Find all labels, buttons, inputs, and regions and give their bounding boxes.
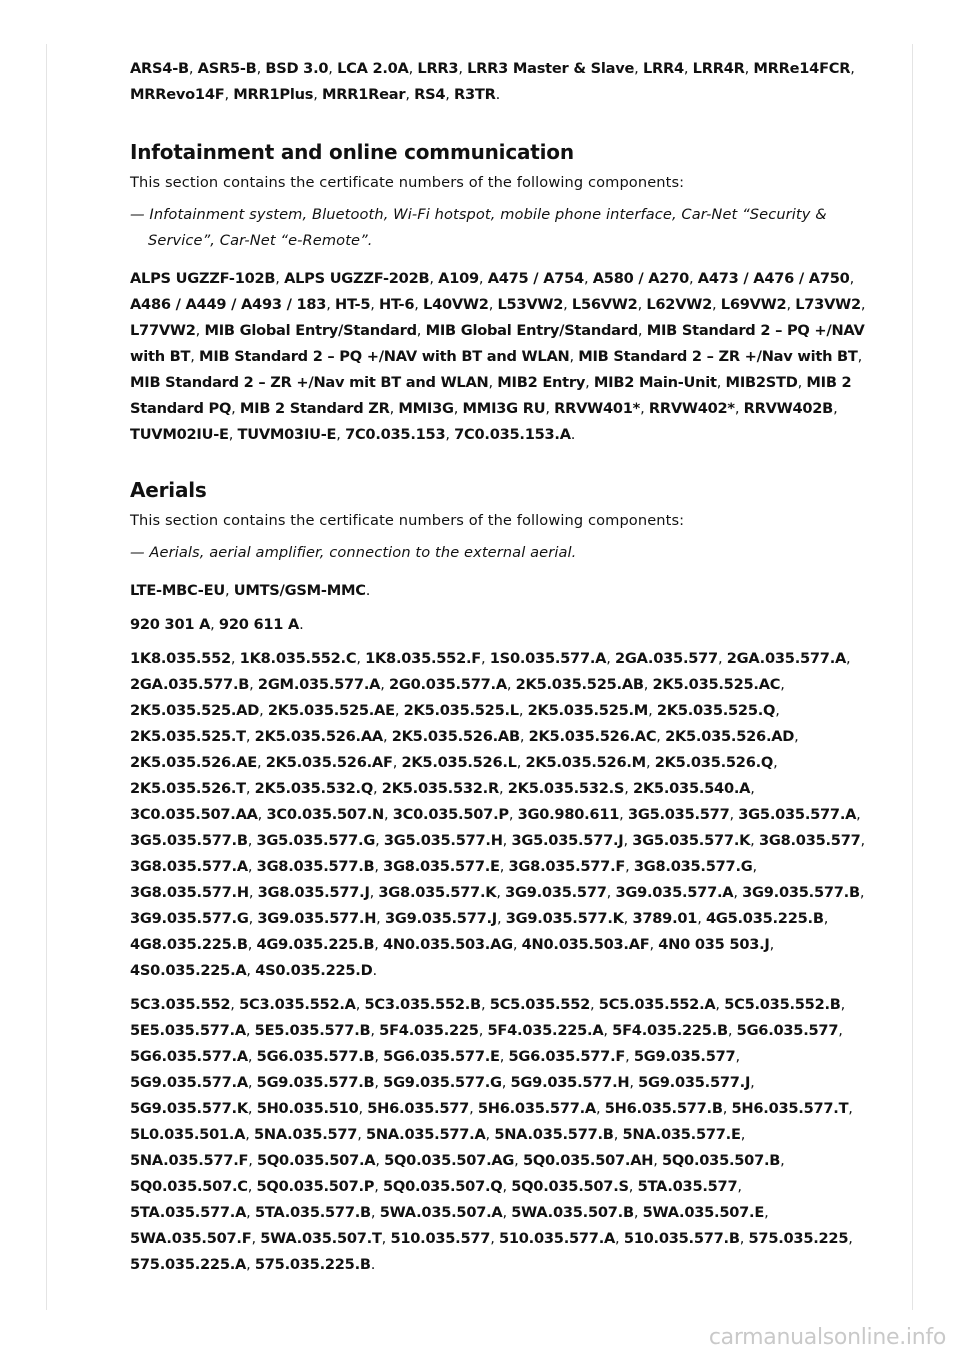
certificate-number: 5WA.035.507.B <box>511 1204 634 1221</box>
certificate-number: MMI3G RU <box>462 400 546 417</box>
certificate-number: MIB Standard 2 – PQ +/NAV with BT <box>130 322 865 365</box>
certificate-number: 3789.01 <box>632 910 698 927</box>
certificate-number: 5E5.035.577.A <box>130 1022 246 1039</box>
certificate-number: 5C3.035.552 <box>130 996 231 1013</box>
certificate-number: L62VW2 <box>646 296 712 313</box>
certificate-number: L69VW2 <box>720 296 787 313</box>
certificate-number: 4S0.035.225.D <box>255 962 373 979</box>
certificate-number: 575.035.225 <box>748 1230 849 1247</box>
certificate-number: TUVM03IU-E <box>237 426 337 443</box>
certificate-number: 5TA.035.577.B <box>254 1204 371 1221</box>
certificate-number: 5H6.035.577.A <box>477 1100 596 1117</box>
certificate-number: 5Q0.035.507.S <box>511 1178 629 1195</box>
certificate-number: ASR5-B <box>197 60 257 77</box>
certificate-number: 5G9.035.577.K <box>130 1100 248 1117</box>
top-component-list: ARS4-B, ASR5-B, BSD 3.0, LCA 2.0A, LRR3, LRR3 Master & Slave, LRR4, LRR4R, MRRe14FCR, MRRevo14F, MRR1Plus, MRR1Rear, RS4, R3TR. <box>130 60 855 103</box>
certificate-number: UMTS/GSM-MMC <box>233 582 366 599</box>
certificate-number: 2K5.035.526.AE <box>130 754 257 771</box>
certificate-number: LRR4R <box>692 60 745 77</box>
certificate-number: 3G8.035.577.J <box>257 884 370 901</box>
certificate-number: MRR1Rear <box>321 86 406 103</box>
certificate-number: A109 <box>438 270 479 287</box>
certificate-number: 5TA.035.577 <box>637 1178 738 1195</box>
left-margin-rule <box>46 44 47 1310</box>
certificate-number: 5TA.035.577.A <box>130 1204 247 1221</box>
section-infotainment <box>130 140 866 448</box>
certificate-number: A475 / A754 <box>487 270 584 287</box>
watermark: carmanualsonline.info <box>708 1325 946 1350</box>
certificate-number: 5Q0.035.507.C <box>130 1178 248 1195</box>
certificate-number: LCA 2.0A <box>337 60 409 77</box>
certificate-number: 2K5.035.526.AC <box>528 728 657 745</box>
certificate-number: 3G5.035.577.H <box>383 832 503 849</box>
certificate-number: 5Q0.035.507.P <box>256 1178 375 1195</box>
certificate-number: 5WA.035.507.A <box>379 1204 503 1221</box>
certificate-number: 920 301 A <box>130 616 211 633</box>
certificate-number: LRR4 <box>642 60 684 77</box>
section-heading: Aerials <box>130 478 207 502</box>
certificate-list: ALPS UGZZF-102B, ALPS UGZZF-202B, A109, A475 / A754, A580 / A270, A473 / A476 / A750, A486 / A449 / A493 / 183, HT-5, HT-6, L40VW2, L53VW2, L56VW2, L62VW2, L69VW2, L73VW2, L77VW2, MIB Global Entry/Standard, MIB Global Entry/Standard, MIB Standard 2 – PQ +/NAV with BT, MIB Standard 2 – PQ +/NAV with BT and WLAN, MIB Standard 2 – ZR +/Nav with BT, MIB Standard 2 – ZR +/Nav mit BT and WLAN, MIB2 Entry, MIB2 Main-Unit, MIB2STD, MIB 2 Standard PQ, MIB 2 Standard ZR, MMI3G, MMI3G RU, RRVW401*, RRVW402*, RRVW402B, TUVM02IU-E, TUVM03IU-E, 7C0.035.153, 7C0.035.153.A. <box>130 270 866 443</box>
certificate-number: 5G6.035.577.F <box>508 1048 626 1065</box>
certificate-number: 5NA.035.577.B <box>494 1126 614 1143</box>
certificate-number: 2K5.035.526.AF <box>265 754 393 771</box>
certificate-number: 2K5.035.525.Q <box>656 702 776 719</box>
certificate-number: 2K5.035.532.S <box>507 780 625 797</box>
certificate-number: HT-5 <box>335 296 371 313</box>
certificate-number: 4N0.035.503.AG <box>383 936 513 953</box>
certificate-number: 3G5.035.577.J <box>511 832 624 849</box>
certificate-number: MRR1Plus <box>233 86 314 103</box>
certificate-number: 5G9.035.577.G <box>383 1074 502 1091</box>
certificate-number: HT-6 <box>379 296 415 313</box>
certificate-number: 5G6.035.577.A <box>130 1048 248 1065</box>
certificate-number: 3G8.035.577.F <box>508 858 626 875</box>
certificate-list: 920 301 A, 920 611 A. <box>130 616 304 633</box>
certificate-number: 5F4.035.225.B <box>612 1022 728 1039</box>
certificate-number: 5WA.035.507.F <box>130 1230 252 1247</box>
certificate-number: 5G9.035.577.A <box>130 1074 248 1091</box>
certificate-number: 2K5.035.526.T <box>130 780 246 797</box>
certificate-number: 4G9.035.225.B <box>256 936 375 953</box>
certificate-number: TUVM02IU-E <box>130 426 229 443</box>
section-intro: This section contains the certificate numbers of the following components: <box>130 174 685 191</box>
certificate-number: 5F4.035.225 <box>379 1022 479 1039</box>
certificate-number: 5G9.035.577.B <box>256 1074 375 1091</box>
certificate-number: L40VW2 <box>423 296 489 313</box>
certificate-number: 5C3.035.552.A <box>239 996 356 1013</box>
certificate-number: 3G9.035.577.B <box>742 884 860 901</box>
certificate-number: 5NA.035.577.A <box>365 1126 486 1143</box>
certificate-number: R3TR <box>454 86 496 103</box>
certificate-number: 2K5.035.526.Q <box>654 754 774 771</box>
section-aerials <box>130 478 866 1278</box>
certificate-number: 3G9.035.577.J <box>384 910 497 927</box>
certificate-number: 2K5.035.525.AC <box>652 676 781 693</box>
certificate-number: MMI3G <box>398 400 454 417</box>
certificate-number: 5C3.035.552.B <box>364 996 481 1013</box>
certificate-number: 3C0.035.507.P <box>392 806 509 823</box>
certificate-number: 5G6.035.577 <box>736 1022 839 1039</box>
certificate-number: MIB Standard 2 – ZR +/Nav mit BT and WLAN <box>130 374 489 391</box>
certificate-number: 3G9.035.577.G <box>130 910 249 927</box>
certificate-number: 3C0.035.507.N <box>266 806 384 823</box>
certificate-number: 5L0.035.501.A <box>130 1126 246 1143</box>
certificate-number: 2K5.035.526.AB <box>391 728 520 745</box>
certificate-number: 2G0.035.577.A <box>388 676 507 693</box>
certificate-number: 2K5.035.540.A <box>632 780 751 797</box>
certificate-number: 2K5.035.526.M <box>525 754 646 771</box>
certificate-number: 2GM.035.577.A <box>257 676 381 693</box>
certificate-number: MRRe14FCR <box>753 60 851 77</box>
certificate-number: 5G9.035.577 <box>633 1048 736 1065</box>
certificate-number: MIB Global Entry/Standard <box>204 322 417 339</box>
certificate-list: 5C3.035.552, 5C3.035.552.A, 5C3.035.552.B, 5C5.035.552, 5C5.035.552.A, 5C5.035.552.B, 5E5.035.577.A, 5E5.035.577.B, 5F4.035.225, 5F4.035.225.A, 5F4.035.225.B, 5G6.035.577, 5G6.035.577.A, 5G6.035.577.B, 5G6.035.577.E, 5G6.035.577.F, 5G9.035.577, 5G9.035.577.A, 5G9.035.577.B, 5G9.035.577.G, 5G9.035.577.H, 5G9.035.577.J, 5G9.035.577.K, 5H0.035.510, 5H6.035.577, 5H6.035.577.A, 5H6.035.577.B, 5H6.035.577.T, 5L0.035.501.A, 5NA.035.577, 5NA.035.577.A, 5NA.035.577.B, 5NA.035.577.E, 5NA.035.577.F, 5Q0.035.507.A, 5Q0.035.507.AG, 5Q0.035.507.AH, 5Q0.035.507.B, 5Q0.035.507.C, 5Q0.035.507.P, 5Q0.035.507.Q, 5Q0.035.507.S, 5TA.035.577, 5TA.035.577.A, 5TA.035.577.B, 5WA.035.507.A, 5WA.035.507.B, 5WA.035.507.E, 5WA.035.507.F, 5WA.035.507.T, 510.035.577, 510.035.577.A, 510.035.577.B, 575.035.225, 575.035.225.A, 575.035.225.B. <box>130 996 853 1273</box>
certificate-number: 4G8.035.225.B <box>130 936 248 953</box>
certificate-number: 4N0 035 503.J <box>658 936 770 953</box>
certificate-number: 1K8.035.552 <box>130 650 231 667</box>
certificate-number: 5C5.035.552.A <box>598 996 716 1013</box>
certificate-number: ARS4-B <box>130 60 189 77</box>
certificate-number: MIB Standard 2 – ZR +/Nav with BT <box>578 348 858 365</box>
certificate-number: 575.035.225.B <box>254 1256 371 1273</box>
certificate-number: 5H6.035.577.T <box>731 1100 849 1117</box>
certificate-number: 3G5.035.577.B <box>130 832 248 849</box>
certificate-number: 1S0.035.577.A <box>489 650 607 667</box>
certificate-number: L53VW2 <box>497 296 564 313</box>
certificate-number: 3G8.035.577 <box>758 832 861 849</box>
certificate-number: MIB Standard 2 – PQ +/NAV with BT and WLAN <box>199 348 570 365</box>
certificate-number: 1K8.035.552.C <box>239 650 357 667</box>
certificate-number: 5G6.035.577.B <box>256 1048 375 1065</box>
certificate-number: 5Q0.035.507.B <box>662 1152 781 1169</box>
certificate-number: L73VW2 <box>795 296 861 313</box>
component-bullet: — Aerials, aerial amplifier, connection to the external aerial. <box>130 544 577 561</box>
certificate-number: 5WA.035.507.E <box>642 1204 765 1221</box>
certificate-number: 5E5.035.577.B <box>254 1022 371 1039</box>
certificate-number: 3G8.035.577.K <box>378 884 497 901</box>
certificate-number: 2K5.035.525.AE <box>267 702 395 719</box>
certificate-number: 3G8.035.577.E <box>383 858 500 875</box>
certificate-number: 3G8.035.577.H <box>130 884 249 901</box>
certificate-number: 2K5.035.525.M <box>527 702 649 719</box>
certificate-number: 3G9.035.577.H <box>257 910 377 927</box>
certificate-number: 3G9.035.577 <box>505 884 607 901</box>
certificate-number: BSD 3.0 <box>265 60 329 77</box>
certificate-number: 2K5.035.526.AA <box>254 728 383 745</box>
certificate-number: 5Q0.035.507.AG <box>384 1152 515 1169</box>
certificate-number: 3G5.035.577.A <box>738 806 857 823</box>
certificate-number: MIB2 Entry <box>497 374 586 391</box>
section-intro: This section contains the certificate numbers of the following components: <box>130 512 685 529</box>
certificate-number: 2K5.035.525.AD <box>130 702 260 719</box>
certificate-number: 2K5.035.526.L <box>401 754 517 771</box>
certificate-number: 920 611 A <box>218 616 300 633</box>
certificate-number: 2GA.035.577.B <box>130 676 250 693</box>
certificate-number: 3G5.035.577.G <box>256 832 376 849</box>
certificate-number: 3C0.035.507.AA <box>130 806 258 823</box>
certificate-number: 5NA.035.577.F <box>130 1152 249 1169</box>
certificate-number: MIB2 Main-Unit <box>593 374 717 391</box>
certificate-number: RRVW402* <box>648 400 735 417</box>
certificate-number: 575.035.225.A <box>130 1256 247 1273</box>
certificate-number: 510.035.577.B <box>623 1230 740 1247</box>
certificate-list: 1K8.035.552, 1K8.035.552.C, 1K8.035.552.F, 1S0.035.577.A, 2GA.035.577, 2GA.035.577.A, 2GA.035.577.B, 2GM.035.577.A, 2G0.035.577.A, 2K5.035.525.AB, 2K5.035.525.AC, 2K5.035.525.AD, 2K5.035.525.AE, 2K5.035.525.L, 2K5.035.525.M, 2K5.035.525.Q, 2K5.035.525.T, 2K5.035.526.AA, 2K5.035.526.AB, 2K5.035.526.AC, 2K5.035.526.AD, 2K5.035.526.AE, 2K5.035.526.AF, 2K5.035.526.L, 2K5.035.526.M, 2K5.035.526.Q, 2K5.035.526.T, 2K5.035.532.Q, 2K5.035.532.R, 2K5.035.532.S, 2K5.035.540.A, 3C0.035.507.AA, 3C0.035.507.N, 3C0.035.507.P, 3G0.980.611, 3G5.035.577, 3G5.035.577.A, 3G5.035.577.B, 3G5.035.577.G, 3G5.035.577.H, 3G5.035.577.J, 3G5.035.577.K, 3G8.035.577, 3G8.035.577.A, 3G8.035.577.B, 3G8.035.577.E, 3G8.035.577.F, 3G8.035.577.G, 3G8.035.577.H, 3G8.035.577.J, 3G8.035.577.K, 3G9.035.577, 3G9.035.577.A, 3G9.035.577.B, 3G9.035.577.G, 3G9.035.577.H, 3G9.035.577.J, 3G9.035.577.K, 3789.01, 4G5.035.225.B, 4G8.035.225.B, 4G9.035.225.B, 4N0.035.503.AG, 4N0.035.503.AF, 4N0 035 503.J, 4S0.035.225.A, 4S0.035.225.D. <box>130 650 865 979</box>
section-heading: Infotainment and online communication <box>130 140 574 164</box>
certificate-number: MIB2STD <box>725 374 798 391</box>
certificate-number: A473 / A476 / A750 <box>697 270 850 287</box>
certificate-number: 3G9.035.577.A <box>615 884 734 901</box>
certificate-number: 2K5.035.525.T <box>130 728 246 745</box>
certificate-number: ALPS UGZZF-202B <box>284 270 430 287</box>
certificate-number: 3G8.035.577.B <box>256 858 375 875</box>
certificate-number: LRR3 Master & Slave <box>467 60 635 77</box>
certificate-number: 5Q0.035.507.AH <box>522 1152 654 1169</box>
certificate-number: MIB 2 Standard ZR <box>239 400 390 417</box>
certificate-number: 5NA.035.577 <box>254 1126 358 1143</box>
certificate-number: 2K5.035.532.Q <box>254 780 374 797</box>
certificate-number: 3G8.035.577.G <box>633 858 753 875</box>
certificate-number: L56VW2 <box>571 296 638 313</box>
page-content <box>130 56 866 1286</box>
certificate-number: LTE-MBC-EU <box>130 582 225 599</box>
certificate-number: 5F4.035.225.A <box>487 1022 604 1039</box>
certificate-number: 5Q0.035.507.A <box>257 1152 376 1169</box>
certificate-number: MIB Global Entry/Standard <box>425 322 638 339</box>
certificate-number: 5G6.035.577.E <box>383 1048 500 1065</box>
certificate-number: 1K8.035.552.F <box>365 650 481 667</box>
right-margin-rule <box>912 44 913 1310</box>
certificate-number: 4N0.035.503.AF <box>521 936 650 953</box>
certificate-number: RRVW402B <box>743 400 834 417</box>
certificate-number: 5Q0.035.507.Q <box>383 1178 503 1195</box>
certificate-number: 5NA.035.577.E <box>622 1126 741 1143</box>
certificate-number: 5C5.035.552.B <box>724 996 841 1013</box>
certificate-number: 3G5.035.577 <box>627 806 730 823</box>
certificate-number: 3G8.035.577.A <box>130 858 248 875</box>
certificate-number: 5H0.035.510 <box>256 1100 359 1117</box>
certificate-number: A486 / A449 / A493 / 183 <box>130 296 327 313</box>
certificate-number: 5WA.035.507.T <box>260 1230 382 1247</box>
certificate-number: 510.035.577.A <box>498 1230 616 1247</box>
certificate-number: LRR3 <box>417 60 459 77</box>
certificate-number: 2K5.035.525.AB <box>515 676 644 693</box>
certificate-number: A580 / A270 <box>592 270 690 287</box>
certificate-number: 2K5.035.532.R <box>381 780 499 797</box>
certificate-number: MIB 2 Standard PQ <box>130 374 852 417</box>
certificate-number: 2GA.035.577.A <box>726 650 847 667</box>
certificate-number: 510.035.577 <box>390 1230 491 1247</box>
certificate-number: 7C0.035.153.A <box>454 426 571 443</box>
certificate-number: ALPS UGZZF-102B <box>130 270 276 287</box>
certificate-number: 5H6.035.577.B <box>604 1100 723 1117</box>
certificate-number: 5G9.035.577.H <box>510 1074 630 1091</box>
certificate-number: 4S0.035.225.A <box>130 962 247 979</box>
certificate-number: 3G0.980.611 <box>517 806 620 823</box>
certificate-number: L77VW2 <box>130 322 196 339</box>
certificate-number: MRRevo14F <box>130 86 225 103</box>
certificate-number: 3G5.035.577.K <box>632 832 751 849</box>
component-bullet: — Infotainment system, Bluetooth, Wi-Fi hotspot, mobile phone interface, Car-Net “Security & Service”, Car-Net “e-Remote”. <box>130 206 827 249</box>
certificate-number: 5C5.035.552 <box>489 996 591 1013</box>
certificate-number: 4G5.035.225.B <box>705 910 824 927</box>
certificate-number: RRVW401* <box>554 400 641 417</box>
certificate-number: 7C0.035.153 <box>345 426 446 443</box>
certificate-list: LTE-MBC-EU, UMTS/GSM-MMC. <box>130 582 371 599</box>
certificate-number: 5H6.035.577 <box>367 1100 470 1117</box>
certificate-number: RS4 <box>414 86 446 103</box>
certificate-number: 2K5.035.525.L <box>403 702 519 719</box>
certificate-number: 2GA.035.577 <box>614 650 718 667</box>
certificate-number: 2K5.035.526.AD <box>665 728 795 745</box>
certificate-number: 3G9.035.577.K <box>505 910 624 927</box>
certificate-number: 5G9.035.577.J <box>638 1074 751 1091</box>
